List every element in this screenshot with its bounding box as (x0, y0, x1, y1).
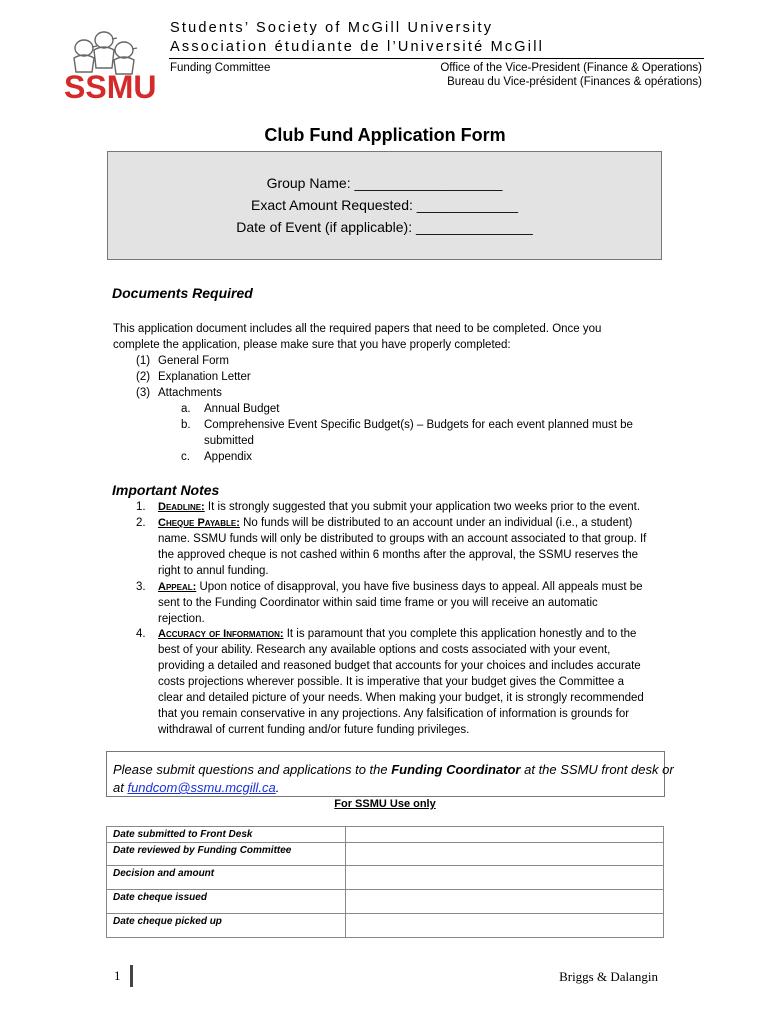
row-label: Date submitted to Front Desk (107, 827, 346, 843)
documents-heading: Documents Required (112, 285, 253, 301)
doc-subitem-text: Annual Budget (204, 403, 280, 415)
note-number: 4. (136, 628, 146, 640)
doc-item-num: (2) (136, 371, 151, 383)
header-divider (169, 58, 704, 59)
row-label: Decision and amount (107, 866, 346, 890)
table-row (107, 866, 664, 890)
table-row (107, 890, 664, 914)
group-name-field[interactable]: Group Name: ___________________ (266, 175, 503, 191)
doc-subitem-text: Comprehensive Event Specific Budget(s) – Budgets for each event planned must be (204, 419, 633, 431)
note-number: 1. (136, 501, 146, 513)
note-label: Accuracy of Information: (158, 628, 284, 640)
table-row (107, 914, 664, 938)
table-row (107, 843, 664, 866)
submit-text-part2: at the SSMU front desk or (520, 762, 674, 777)
note-accuracy (158, 626, 636, 642)
footer-authors: Briggs & Dalangin (559, 969, 658, 984)
note-text: It is paramount that you complete this application honestly and to the (283, 628, 637, 640)
office-english: Office of the Vice-President (Finance & Operations) (440, 62, 702, 74)
note-text: right to annul funding. (158, 565, 269, 577)
doc-subitem-text: submitted (204, 435, 254, 447)
doc-item-num: (3) (136, 387, 151, 399)
documents-intro-line1: This application document includes all the required papers that need to be completed. Once you (113, 323, 602, 335)
doc-subitem-text: Appendix (204, 451, 252, 463)
committee-name: Funding Committee (170, 62, 271, 74)
row-label: Date reviewed by Funding Committee (107, 843, 346, 866)
doc-item-text: Explanation Letter (158, 371, 251, 383)
event-date-field[interactable]: Date of Event (if applicable): _______________ (236, 219, 533, 235)
note-text: name. SSMU funds will only be distributed to groups with an account associated to that group. If (158, 533, 647, 545)
ssmu-logo (62, 28, 162, 104)
note-label: Deadline: (158, 501, 205, 513)
row-value-cell[interactable] (346, 827, 664, 843)
note-label: Appeal: (158, 581, 197, 593)
funding-coordinator-label: Funding Coordinator (391, 762, 521, 777)
row-value-cell[interactable] (346, 866, 664, 890)
note-cheque-payable (158, 515, 632, 531)
office-use-table (106, 826, 664, 938)
submit-text-at: at (113, 780, 128, 795)
note-text: It is strongly suggested that you submit your application two weeks prior to the event. (204, 501, 641, 513)
note-text: sent to the Funding Coordinator within said time frame or you will receive an automatic (158, 597, 598, 609)
logo-text: SSMU (64, 69, 157, 104)
doc-item-text: General Form (158, 355, 229, 367)
note-text: that you remain conservative in any projections. Any falsification of information is grounds for (158, 708, 630, 720)
note-number: 2. (136, 517, 146, 529)
office-french: Bureau du Vice-président (Finances & opérations) (447, 76, 702, 88)
note-text: clear and detailed picture of your needs. When making your budget, it is strongly recommended (158, 692, 644, 704)
note-text: No funds will be distributed to an account under an individual (i.e., a student) (239, 517, 633, 529)
doc-subitem-num: b. (181, 419, 191, 431)
note-text: rejection. (158, 613, 205, 625)
amount-requested-field[interactable]: Exact Amount Requested: _____________ (251, 197, 518, 213)
row-value-cell[interactable] (346, 890, 664, 914)
submit-instructions (113, 761, 674, 797)
row-label: Date cheque issued (107, 890, 346, 914)
doc-subitem-num: a. (181, 403, 191, 415)
office-use-title: For SSMU Use only (334, 798, 436, 810)
note-text: withdrawal of current funding and/or future funding privileges. (158, 724, 470, 736)
email-link[interactable]: fundcom@ssmu.mcgill.ca (127, 780, 276, 795)
note-label: Cheque Payable: (158, 517, 240, 529)
org-name-french: Association étudiante de l’Université McGill (170, 39, 545, 55)
note-deadline (158, 499, 640, 515)
note-appeal (158, 579, 643, 595)
note-number: 3. (136, 581, 146, 593)
doc-item-num: (1) (136, 355, 151, 367)
row-value-cell[interactable] (346, 843, 664, 866)
submit-text-end: . (275, 780, 280, 795)
table-row (107, 827, 664, 843)
page-number: 1 (114, 968, 121, 983)
note-text: costs projections wherever possible. It is imperative that your budget gives the Committee a (158, 676, 624, 688)
note-text: the approved cheque is not cashed within 6 months after the approval, the SSMU reserves the (158, 549, 639, 561)
org-name-english: Students’ Society of McGill University (170, 20, 494, 36)
note-text: best of your ability. Research any available options and costs associated with your event, (158, 644, 611, 656)
footer-divider (130, 965, 133, 987)
documents-intro-line2: complete the application, please make sure that you have properly completed: (113, 339, 511, 351)
notes-heading: Important Notes (112, 482, 220, 498)
note-text: providing a detailed and reasoned budget that accounts for your choices and includes accurate (158, 660, 641, 672)
note-text: Upon notice of disapproval, you have five business days to appeal. All appeals must be (196, 581, 643, 593)
submit-text-part1: Please submit questions and applications to the (113, 762, 392, 777)
row-label: Date cheque picked up (107, 914, 346, 938)
doc-subitem-num: c. (181, 451, 190, 463)
page-title: Club Fund Application Form (264, 125, 506, 145)
doc-item-text: Attachments (158, 387, 222, 399)
row-value-cell[interactable] (346, 914, 664, 938)
